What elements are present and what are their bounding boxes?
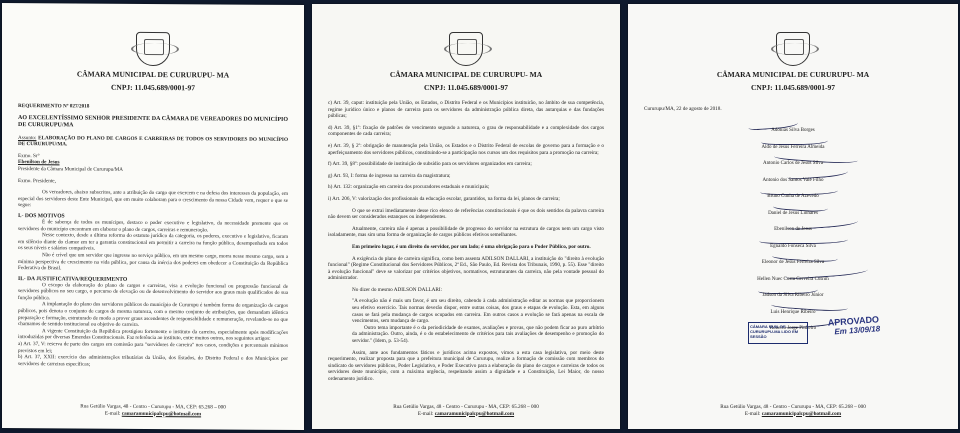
addressee: AO EXCELENTÍSSIMO SENHOR PRESIDENTE DA CÂMARA DE VEREADORES DO MUNICÍPIO DE CURURUPU/MA bbox=[18, 114, 288, 129]
salute-1: Exmo. Sr° bbox=[18, 152, 40, 159]
president-role: Presidente da Câmara Municipal de Cururupu/MA bbox=[18, 166, 124, 173]
subject-text: ELABORAÇÃO DO PLANO DE CARGOS E CARREIRAS DE TODOS OS SERVIDORES DO MUNICÍPIO DE CURURUPU/MA. bbox=[18, 134, 288, 148]
footer-email-label: E-mail: bbox=[744, 410, 761, 417]
article-f: f) Art. 39, §8º: possibilidade de instituição de subsídio para os servidores organizados em carreira; bbox=[328, 161, 532, 168]
paragraph-5: No dizer do mesmo ADILSON DALLARI: bbox=[352, 286, 443, 293]
signature-list bbox=[628, 117, 958, 332]
footer-2 bbox=[312, 404, 620, 417]
signature-block bbox=[718, 117, 868, 134]
document-page-2 bbox=[312, 4, 620, 429]
handwritten-signature bbox=[759, 234, 848, 244]
article-c: c) Art. 39, caput: instituição pela União, os Estados, o Distrito Federal e os Municípios instituirão, no âmbito de sua competência, regime jurídico único e planos de carreira para os servidores da administração pública direta, das autarquias e das fundações públicas; bbox=[328, 100, 604, 120]
footer-email: camaramunicipalcpu@hotmail.com bbox=[121, 410, 202, 417]
signature-block bbox=[718, 166, 868, 183]
session-stamp-text: CÂMARA MUN. DE CURURUPU-MA LIDO EM SESSÃO bbox=[750, 324, 799, 339]
paragraph-6: Assim, ante aos fundamentos fáticos e jurídicos acima expostos, vimos a esta casa legislativa, por meio deste requerimento, realizar proposta para que a prefeitura municipal de Cururupu, realize a formação de comissão com membros do sindicato do servidores públicos, Poder Legislativo, e Poder Executivo para a elaboração do plano de cargos e carreiras de todos os servidores deste município, com a máxima urgência, respeitando assim a dignidade e a Constituição, Lei Maior, do nosso ordenamento jurídico. bbox=[328, 349, 604, 382]
coat-of-arms-icon bbox=[136, 32, 170, 66]
header-title: CÂMARA MUNICIPAL DE CURURUPU- MA bbox=[389, 70, 543, 79]
approved-label: APROVADO bbox=[827, 314, 880, 328]
justificativa-3: A vigente Constituição da República prestigiou fortemente o instituto da carreira, especialmente após modificações introduzidas por diversas Emendas Constitucionais. Faz referência ao instituto, entre muitos outros, nos seguintes artigos: bbox=[18, 328, 288, 343]
article-d: d) Art. 39, §1º: fixação de padrões de vencimento segundo a natureza, o grau de responsabilidade e a complexidade dos cargos componentes de cada carreira; bbox=[328, 124, 604, 138]
footer-address: Rua Getúlio Vargas, 48 - Centro - Cururupu - MA, CEP: 65.268 – 000 bbox=[80, 403, 226, 411]
salute-2: Exmo. Presidente, bbox=[18, 177, 56, 184]
signature-block bbox=[718, 183, 868, 200]
signatory-name: Adonias Silva Borges bbox=[771, 128, 815, 134]
signature-block bbox=[718, 150, 868, 167]
footer-email: camaramunicipalcpu@hotmail.com bbox=[761, 410, 842, 417]
signature-block bbox=[718, 232, 868, 249]
motivos-3: Não é crível que um servidor que ingresse no serviço público, em um mesmo cargo, morra nesse mesmo cargo, sem a mínima perspectiva de crescimento na vida pública, por causa da inércia dos poderes em obedecer a Constituição da República Federativa do Brasil. bbox=[18, 252, 288, 272]
handwritten-signature bbox=[758, 284, 818, 294]
signature-block bbox=[718, 216, 868, 233]
paragraph-4: A exigência do plano de carreira significa, como bem assenta ADILSON DALLARI, a instituição do "direito à evolução funcional" (Regime Constitucional dos Servidores Públicos, 2ª Ed., São Paulo, Ed. Revista dos Tribunais, 1990, p. 55). Esse "direito à evolução funcional" deve se valorizar por critérios objetivos, normativos, estruturantes da carreira, não pela vontade pessoal do administrador. bbox=[328, 255, 604, 282]
session-stamp bbox=[748, 322, 808, 344]
signatory-name: Luis Henrique Ribeiro bbox=[770, 309, 816, 315]
subject bbox=[2, 135, 304, 150]
signatory-name: Eleonor de Jesus Ferreira Silva bbox=[761, 260, 825, 266]
paragraph-1: O que se extrai imediatamente desse rico elenco de referências constitucionais é que os dois sentidos da palavra carreira não devem ser considerados estanques ou independentes. bbox=[328, 207, 604, 221]
signature-block bbox=[718, 265, 868, 282]
approved-stamp bbox=[827, 314, 880, 337]
footer-email: camaramunicipalcpu@hotmail.com bbox=[434, 410, 515, 417]
header-cnpj: CNPJ: 11.045.689/0001-97 bbox=[424, 83, 508, 92]
signature-block bbox=[718, 249, 868, 266]
requerimento-number: REQUERIMENTO Nº 027/2018 bbox=[18, 103, 90, 110]
header-cnpj: CNPJ: 11.045.689/0001-97 bbox=[111, 82, 195, 93]
signatory-name: Antonio dos Santos Vale Filho bbox=[762, 177, 824, 183]
coat-of-arms-icon bbox=[776, 32, 810, 66]
section-motivos: I.- DOS MOTIVOS bbox=[18, 212, 65, 220]
document-page-1 bbox=[2, 3, 304, 430]
header-title: CÂMARA MUNICIPAL DE CURURUPU- MA bbox=[76, 69, 230, 80]
signatory-name: Jadson da Silva Ribeiro Júnior bbox=[762, 293, 824, 299]
section-justificativa: II.- DA JUSTIFICATIVA/REQUERIMENTO bbox=[18, 275, 128, 283]
motivos-2: Nesse contexto, desde a última reforma do estatuto jurídico da categoria, os poderes, executivo e legislativo, ficaram em silêncio diante do clamor em ter a garantia constitucional em permitir a carreira na função pública, desempenhada em todos os seus níveis e salários compatíveis. bbox=[18, 232, 288, 252]
paragraph-2: Atualmente, carreira não é apenas a possibilidade de progresso do servidor na estrutura de cargos nem um cargo visto isoladamente, mas sim uma forma de organização de cargos públicos efetivos semelhantes. bbox=[328, 225, 604, 239]
header-title: CÂMARA MUNICIPAL DE CURURUPU- MA bbox=[716, 70, 870, 79]
article-a: a) Art. 37, V: reserva de parte dos cargos em comissão para "servidores de carreira" nos casos, condições e percentuais mínimos previstos em lei; bbox=[18, 341, 288, 354]
signatory-name: Ebenilson de Jesus bbox=[774, 227, 812, 233]
quote-1: "A evolução não é mais um favor, é um seu direito, cabendo à cada administração editar as normas que proporcionem seu efetivo exercício. Tais normas deverão dispor, entre outras coisas, dos graus e etapas de evolução. Esta, em alguns casos se fará pela mudança de cargos ocupados em carreira. Em outros casos a evolução se fará apenas na escala de vencimentos, sem mudança de cargo. bbox=[352, 298, 604, 325]
signatory-name: Bruno Cunha de Azevedo bbox=[767, 194, 819, 200]
footer-address: Rua Getúlio Vargas, 48 - Centro - Cururupu - MA, CEP: 65.268 – 000 bbox=[393, 404, 539, 410]
footer-email-label: E-mail: bbox=[104, 410, 121, 417]
signature-block bbox=[718, 282, 868, 299]
signature-block bbox=[718, 298, 868, 315]
article-i: i) Art. 206, V: valorização dos profissionais da educação escolar, garantidos, na forma da lei, planos de carreira; bbox=[328, 195, 560, 202]
signature-block bbox=[718, 133, 868, 150]
article-e: e) Art. 39, § 2º: obrigação de manutenção pela União, os Estados e o Distrito Federal de escolas de governo para a formação e o aperfeiçoamento dos servidores públicos, constituindo-se a participação nos cursos um dos requisitos para a promoção na carreira; bbox=[328, 142, 604, 156]
footer-address: Rua Getúlio Vargas, 48 - Centro - Cururupu - MA, CEP: 65.268 – 000 bbox=[720, 404, 866, 410]
article-g: g) Art. 93, I: forma de ingresso na carreira da magistratura; bbox=[328, 172, 451, 179]
place-date: Cururupu/MA, 22 de agosto de 2018. bbox=[644, 106, 722, 112]
signatory-name: Antonio Carlos de Jesus Silva bbox=[763, 161, 823, 167]
coat-of-arms-icon bbox=[449, 32, 483, 66]
footer-3 bbox=[628, 404, 958, 417]
signatory-name: Daniel de Jesus Linhares bbox=[768, 210, 818, 216]
document-page-3 bbox=[628, 4, 958, 429]
handwritten-signature bbox=[760, 185, 838, 195]
signatory-name: Egnaldo Fonseca Silva bbox=[770, 243, 816, 249]
president-name: Ebenilson de Jesus bbox=[18, 159, 60, 166]
signatory-name: Hellen Nuec Costa Cerveira Cutrim bbox=[757, 276, 829, 282]
approved-date: Em 13/09/18 bbox=[834, 324, 881, 337]
subject-label: Assunto: bbox=[18, 134, 37, 141]
justificativa-2: A implantação do plano dos servidores públicos do município de Cururupu é também forma de organização de cargos públicos, pois denota o conjunto de cargos de mesma natureza, com o mesmo conjunto de atribuições, que demandam idêntica preparação e formação, estruturado de modo a prover graus ascendentes de responsabilidade e remuneração, revelando-se no que chamamos de sentido institucional ou objetivo de carreira. bbox=[18, 301, 288, 329]
quote-2: Outro tema importante é o da periodicidade de exames, avaliações e provas, que não podem ficar ao puro arbítrio da administração. Outro, ainda, é o do estabelecimento de critérios para tais avaliações de desempenho e promoção do servidor." (Idem, p. 53-54). bbox=[352, 324, 604, 345]
header-cnpj: CNPJ: 11.045.689/0001-97 bbox=[751, 83, 835, 92]
article-b: b) Art. 37, XXII: exercício das administrações tributárias da União, dos Estados, do Distrito Federal e dos Municípios por servidores de carreiras específicas; bbox=[18, 354, 288, 368]
paragraph-3: Em primeiro lugar, é um direito do servidor, por um lado; é uma obrigação para o Poder Público, por outro. bbox=[352, 243, 591, 250]
signatory-name: Aldo de Jesus Ferreira Almeida bbox=[761, 144, 825, 150]
footer-email-label: E-mail: bbox=[417, 410, 434, 417]
handwritten-signature bbox=[761, 135, 828, 145]
motivos-1: É de sabença de todos os munícipes, destaco o poder executivo e legislativo, da necessidade premente que os servidores do município encontram em elaborar o plano de cargos, carreiras e remuneração. bbox=[18, 219, 288, 233]
article-h: h) Art. 132: organização em carreira dos procuradores estaduais e municipais; bbox=[328, 184, 490, 191]
signatory-name: Roberto Jorge Pinheiro bbox=[769, 326, 817, 332]
intro-paragraph: Os vereadores, abaixo subscritos, ante a atribuição do cargo que exercem e na defesa dos interesses da população, em especial dos servidores deste Ente Municipal, que em muito colaboram para o crescimento da nossa Cidade vem, requer o que se segue: bbox=[18, 189, 288, 209]
justificativa-1: O escopo da elaboração do plano de cargos e carreiras, visa a evolução funcional ou progressão funcional de servidores públicos no seu cargo, o percurso de elevação ou de desenvolvimento do servidor aos graus mais qualificados de sua função pública. bbox=[18, 281, 288, 302]
footer-1 bbox=[2, 403, 304, 418]
signature-block bbox=[718, 199, 868, 216]
